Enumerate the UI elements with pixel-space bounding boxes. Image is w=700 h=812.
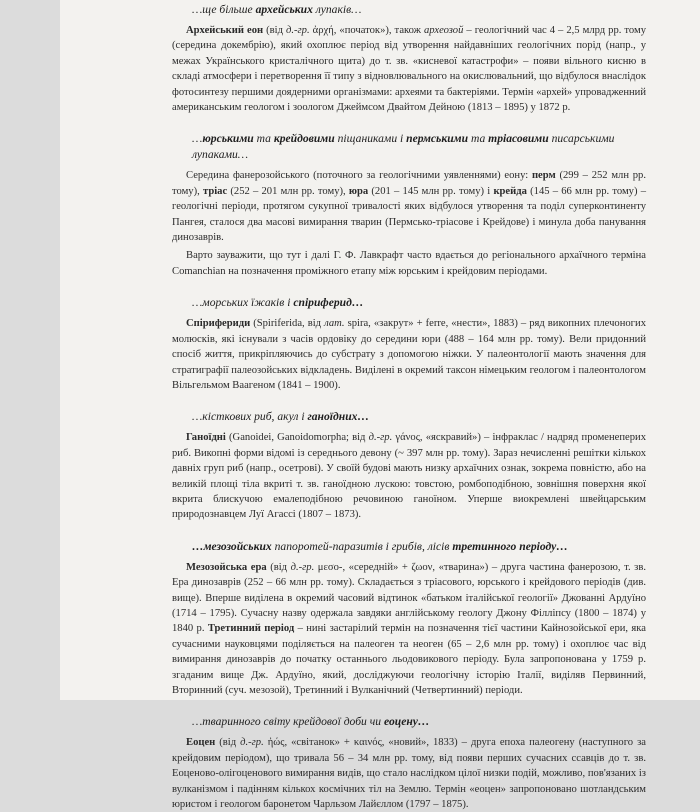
heading-term: пермськими [406,132,469,146]
heading-term: крейдовими [273,132,335,146]
text: (299 – 252 млн рр. тому), [172,170,647,197]
glossary-entry [172,2,646,115]
term: Еоцен [186,737,216,749]
text: Середина фанерозойського (поточного за геологічними уявленнями) еону: [186,170,532,182]
term: Мезозойська ера [186,561,267,573]
entry-spacer [172,115,646,131]
entry-heading [172,131,646,163]
text: – нині застарілий термін на позначення тієї частини Кайнозойської ери, яка сучасними науковцями поділяється на палеоген та неоген (65 – 2,6 млн рр. тому) і охоплює час від вимирання динозаврів до початку останнього льодовикового періоду. Була запропонована у 1759 р. згаданим вище Дж. Ардуїно, який, досліджуючи геологічну історію Італії, виділяв Первинний, Вторинний (суч. мезозой), Третинний і Вулканічний (Четвертинний) періоди. [172,623,646,696]
heading-text: писарськими лупаками… [192,132,615,162]
text: μεσο-, «середній» + ζωον, «тварина») – друга частина фанерозою, т. зв. Ера динозаврів (252 – 66 млн рр. тому). Складається з тріасового, юрського і крейдового періодів (див. вище). Вперше виділена в окремий часовий відтинок «батьком італійської геології» Джованні Ардуїно (1714 – 1795). Сучасну назву одержала завдяки англійському геологу Джону Філліпсу (1800 – 1874) у 1840 р. [172,561,646,635]
etymology-abbrev: д.-гр. [290,561,315,573]
heading-term: еоцену… [383,715,430,729]
entry-paragraph [172,560,646,699]
document-page [60,0,700,811]
entry-paragraph [172,168,646,245]
heading-term: ганоїдних… [307,410,370,424]
entry-paragraph [172,430,646,522]
term: Ганоїдні [186,432,226,444]
heading-text: лупаків… [312,3,362,16]
text: ἠώς, «світанок» + καινός, «новий», 1833) – друга епоха палеогену (наступного за крейдовим періодом), що тривала 56 – 34 млн рр. тому, від появи перших сучасних ссавців до т. зв. Еоценово-олігоценового вимирання видів, що стало наслідком цілої низки подій, можливо, пов'язаних із вулканізмом і падінням кількох космічних тіл на Землю. Термін «еоцен» запропоновано шотландським юристом і геологом баронетом Чарльзом Лайєллом (1797 – 1875). [172,737,646,811]
term: Спірифериди [186,318,251,330]
heading-text: папоротей-паразитів і грибів, лісів [271,539,453,553]
text: (145 – 66 млн рр. тому) – геологічні періоди, протягом сукупної тривалості яких відбулося утворення та поділ суперконтиненту Пангея, сталося два масові вимирання тварин (Пермсько-тріасове і Крейдове) і минула доба панування динозаврів. [172,185,646,244]
entry-spacer [172,279,646,295]
heading-text: та [468,132,489,146]
entry-paragraph [172,735,646,812]
text: (від [266,561,291,573]
heading-text: …морських їжаків і [192,296,294,310]
entry-paragraph [172,316,646,393]
heading-text: та [253,132,274,146]
glossary-entry [172,539,646,699]
heading-text: піщаниками і [334,132,407,146]
entry-spacer [172,523,646,539]
text: (201 – 145 млн рр. тому) і [368,185,494,197]
entry-heading [172,539,646,555]
term: юра [348,185,369,197]
glossary-entry [172,295,646,393]
text: – геологічний час 4 – 2,5 млрд рр. тому (середина докембрію), який охоплює період від утворення найдавніших геологічних порід (напр., у межах Українського кристалічного щита) до т. зв. «кисневої катастрофи» – появи вільного кисню в складі атмосфери і перетворення її типу з відновлювального на окислювальний, що відбулося внаслідок фотосинтезу першими доядерними організмами: археями та бактеріями. Термін «архей» упровадженний американським геологом і зоологом Джеймсом Двайтом Дейною (1813 – 1895) у 1872 р. [172,25,646,114]
glossary-text [172,2,646,812]
text: (Ganoidei, Ganoidomorpha; від [225,432,369,444]
entry-heading [172,295,646,311]
entry-paragraph [172,248,646,279]
entry-heading [172,2,646,18]
heading-text: …ще більше [192,3,256,16]
text: (252 – 201 млн рр. тому), [227,185,349,197]
text: Варто зауважити, що тут і далі Г. Ф. Лавкрафт часто вдається до регіонального архаїчного терміна Comanchian на позначення проміжного етапу між юрським і крейдовим періодами. [172,250,646,277]
text: (від [263,25,287,36]
heading-term: юрськими [202,132,254,146]
term: Архейський еон [186,25,264,36]
glossary-entry [172,131,646,279]
heading-text: … [192,132,203,146]
heading-text: …тваринного світу крейдової доби чи [192,715,384,729]
entry-spacer [172,393,646,409]
entry-spacer [172,698,646,714]
etymology-abbrev: археозой [424,25,464,36]
heading-term: тріасовими [488,132,549,146]
etymology-abbrev: д.-гр. [286,25,310,36]
heading-term: спіриферид… [293,296,364,310]
text: γάνος, «яскравий») – інфраклас / надряд променеперих риб. Викопні форми відомі із середнього девону (~ 397 млн рр. тому). Зараз нечисленні решітки кількох давніх груп риб (напр., осетрові). У своїй будові мають низку архаїчних ознак, зокрема повністю, або на великій площі тіла вкриті т. зв. ганоїдною лускою: товстою, ромбоподібною, зовнішня поверхня якої вкрита блискучою емалеподібною речовиною ганоїном. Уперше виокремлені швейцарським природознавцем Луї Агассі (1807 – 1873). [172,432,646,521]
text: spira, «закрут» + ferre, «нести», 1883) – ряд викопних плечоногих молюсків, які існували з часів ордовіку до середини юри (488 – 164 млн рр. тому). Вели придонний спосіб життя, прикріпляючись до субстрату з допомогою ніжки. У палеонтології мають значення для стратиграфії палеозойських відкладень. Виділені в окремий таксон німецьким геологом і палеонтологом Вільгельмом Ваагеном (1841 – 1900). [172,318,646,391]
term: Третинний період [207,623,295,635]
glossary-entry [172,409,646,522]
entry-heading [172,409,646,425]
heading-text: …кісткових риб, акул і [192,410,308,424]
term: перм [531,170,556,182]
etymology-abbrev: д.-гр. [368,432,393,444]
etymology-abbrev: лат. [324,318,345,330]
term: тріас [202,185,228,197]
text: (від [215,737,241,749]
glossary-entry [172,714,646,812]
entry-heading [172,714,646,730]
heading-term: архейських [255,3,313,16]
term: крейда [493,185,527,197]
text: (Spiriferida, від [250,318,325,330]
heading-term: …мезозойських [192,539,272,553]
etymology-abbrev: д.-гр. [240,737,264,749]
text: ἀρχή, «початок»), також [309,25,424,36]
heading-term: третинного періоду… [452,539,568,553]
entry-paragraph [172,23,646,115]
